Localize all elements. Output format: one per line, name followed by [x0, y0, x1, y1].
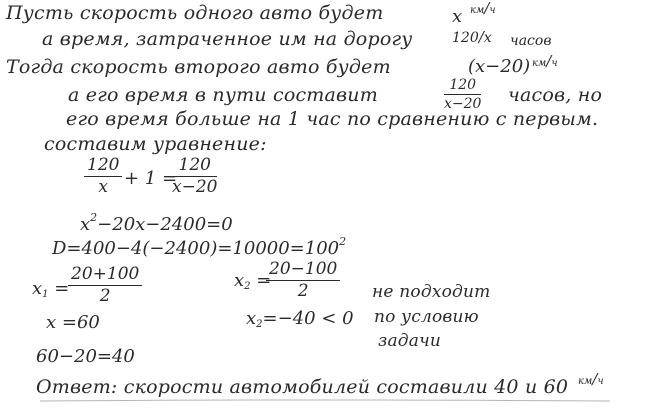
x2-fraction: $\frac{20-100}{2}$: [266, 261, 340, 300]
x2-label: $x_2$ =: [234, 270, 272, 292]
line1-speed-unit: км/ч: [470, 0, 496, 17]
line1-variable: x: [452, 6, 463, 27]
x1-label: $x_1$ =: [32, 278, 70, 300]
equation-plus-one: + 1 =: [124, 168, 178, 189]
line4-tail: часов, но: [508, 84, 603, 106]
line4-time-fraction: $\frac{120}{x-20}$: [444, 77, 482, 112]
line4-text: а его время в пути составит: [68, 84, 378, 106]
x1-fraction: $\frac{20+100}{2}$: [68, 266, 142, 305]
line3-speed-unit: км/ч: [532, 52, 558, 70]
x2-value: $x_2=-40 < 0$: [246, 308, 354, 330]
line3-text: Тогда скорость второго авто будет: [6, 56, 391, 78]
underline-answer: [40, 400, 610, 401]
answer-text: Ответ: скорости автомобилей составили 40 и 60: [36, 376, 569, 398]
line2-unit: часов: [510, 33, 552, 49]
line2-time-fraction: 120/x: [452, 28, 492, 46]
quadratic-equation: $x^2-20x-2400=0$: [80, 211, 233, 235]
note-line2: по условию: [374, 307, 479, 327]
line1-text: Пусть скорость одного авто будет: [6, 2, 384, 24]
answer-speed-unit: км/ч: [578, 370, 604, 388]
line6-text: составим уравнение:: [44, 133, 267, 155]
line2-text: а время, затраченное им на дорогу: [42, 28, 413, 50]
note-line3: задачи: [378, 331, 442, 351]
x1-value: x =60: [46, 312, 100, 333]
note-line1: не подходит: [372, 282, 491, 302]
equation-rhs-fraction: $\frac{120}{x-20}$: [172, 155, 218, 197]
line3-expression: (x−20): [468, 56, 531, 77]
second-speed-calc: 60−20=40: [36, 346, 135, 367]
equation-lhs-fraction: $\frac{120}{x}$: [84, 157, 122, 196]
line5-text: его время больше на 1 час по сравнению с первым.: [66, 108, 599, 130]
discriminant: $D=400-4(-2400)=10000=100^2$: [52, 235, 347, 259]
